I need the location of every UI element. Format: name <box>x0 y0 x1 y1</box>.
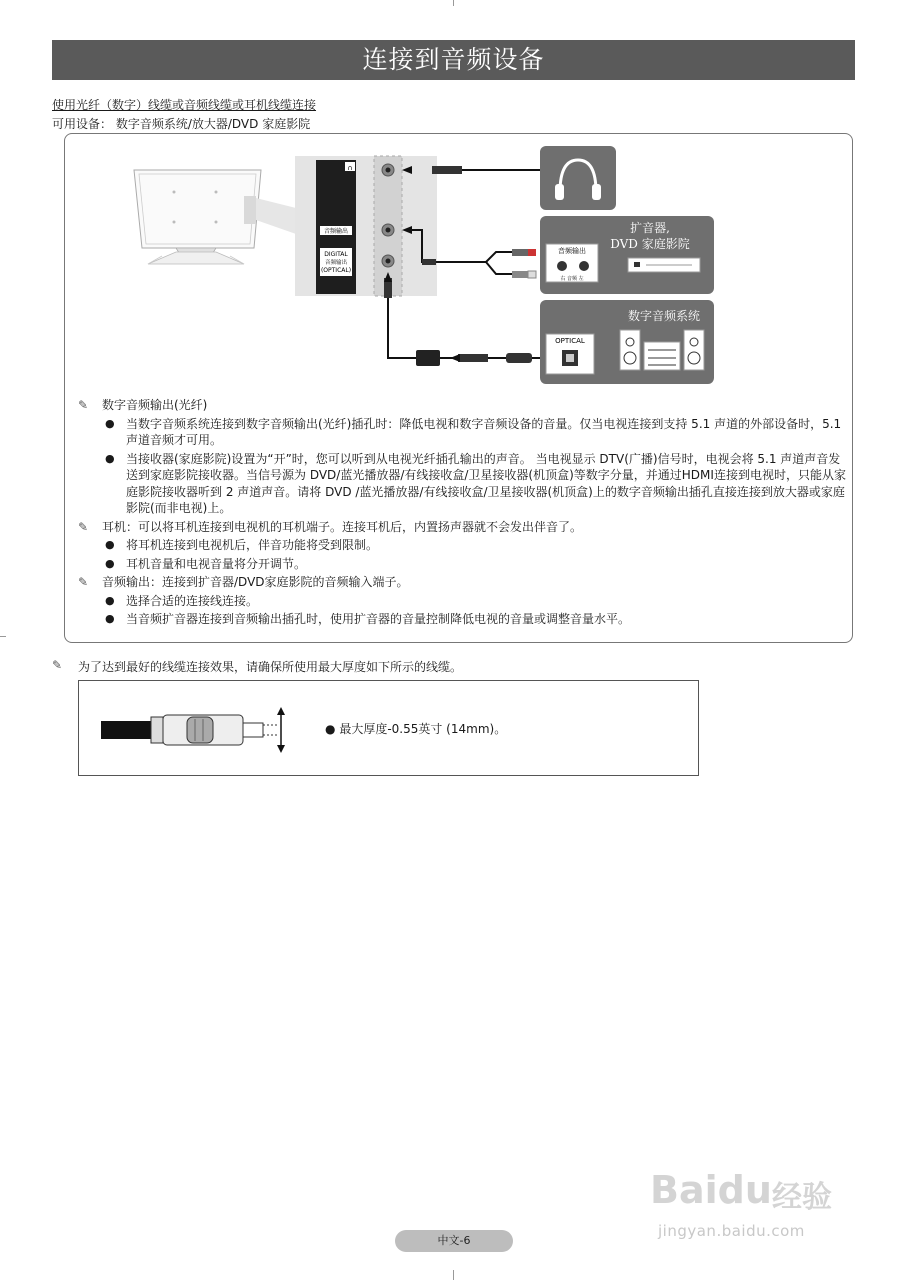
note-bullet-text: 当接收器(家庭影院)设置为“开”时，您可以听到从电视光纤插孔输出的声音。 当电视显示 DTV(广播)信号时，电视会将 5.1 声道声音发送到家庭影院接收器。当信号源为 DVD/蓝光播放器/有线接收盒/卫星接收器(机顶盒)等数字分量，并通过HDMI连接到电视时，只能从家庭影院接收器听到 2 声道声音。请将 DVD /蓝光播放器/有线接收盒/卫星接收器(机顶盒)上的数字音频输出插孔直接连接到放大器或家庭影院(而非电视)上。 <box>126 451 846 515</box>
note-title: 耳机：可以将耳机连接到电视机的耳机端子。连接耳机后，内置扬声器就不会发出伴音了。 <box>102 519 583 534</box>
note-bullet-text: 当音频扩音器连接到音频输出插孔时，使用扩音器的音量控制降低电视的音量或调整音量水平。 <box>126 612 631 626</box>
cable-tip <box>52 658 462 675</box>
section-subtitle: 使用光纤（数字）线缆或音频线缆或耳机线缆连接 <box>52 98 317 112</box>
cable-note-text: 最大厚度-0.55英寸 (14mm)。 <box>339 722 507 736</box>
watermark-url: jingyan.baidu.com <box>658 1222 805 1240</box>
tv-back-illustration <box>134 170 296 264</box>
das-optical-label: OPTICAL <box>555 337 585 345</box>
amp-title-line2: DVD 家庭影院 <box>610 237 690 251</box>
bullet-icon: ● <box>105 593 115 607</box>
list-item <box>78 556 848 573</box>
list-item <box>78 416 848 449</box>
arrow-left-icon-3 <box>450 354 460 362</box>
panel-audio-out-label: 音频输出 <box>323 228 349 235</box>
tip-text: 为了达到最好的线缆连接效果，请确保所使用最大厚度如下所示的线缆。 <box>78 660 463 674</box>
amp-title-line1: 扩音器, <box>630 221 670 235</box>
amp-jack-sub: 右 音频 左 <box>560 276 584 282</box>
note-headphone <box>78 519 848 536</box>
pencil-icon: ✎ <box>78 398 89 412</box>
bullet-icon: ● <box>105 612 115 625</box>
bullet-icon: ● <box>105 556 115 570</box>
bullet-icon: ● <box>105 538 115 551</box>
note-title: 数字音频输出(光纤) <box>102 398 208 412</box>
note-bullet-text: 耳机音量和电视音量将分开调节。 <box>126 556 307 571</box>
note-bullet-text: 选择合适的连接线连接。 <box>126 593 259 608</box>
crop-mark <box>453 1270 454 1280</box>
watermark-logo <box>650 1168 772 1212</box>
pencil-icon: ✎ <box>52 658 63 672</box>
amplifier-device <box>540 216 714 294</box>
headphone-device <box>540 146 616 210</box>
bullet-icon: ● <box>325 722 336 736</box>
note-audio-out <box>78 574 848 591</box>
panel-optical-label: (OPTICAL) <box>320 267 352 274</box>
list-item <box>78 537 848 554</box>
connection-diagram <box>66 140 826 390</box>
headphone-icon: ∩ <box>347 164 353 172</box>
pencil-icon: ✎ <box>78 575 89 589</box>
watermark-jingyan: 经验 <box>772 1180 832 1215</box>
digital-audio-system-device <box>540 300 714 384</box>
list-item <box>78 611 848 628</box>
amp-jack-label: 音频输出 <box>558 247 586 255</box>
list-item <box>78 593 848 610</box>
note-bullet-text: 将耳机连接到电视机后，伴音功能将受到限制。 <box>126 538 379 552</box>
note-bullet-text: 当数字音频系统连接到数字音频输出(光纤)插孔时：降低电视和数字音频设备的音量。仅当电视连接到支持 5.1 声道的外部设备时，5.1 声道音频才可用。 <box>126 416 842 447</box>
das-title: 数字音频系统 <box>627 309 701 323</box>
bullet-icon: ● <box>105 416 115 430</box>
note-optical <box>78 397 848 414</box>
notes-section <box>78 397 848 630</box>
panel-digital-sub-label: 音频输出 <box>324 260 348 266</box>
panel-digital-label: DIGITAL <box>324 251 348 258</box>
crop-mark <box>0 636 6 637</box>
pencil-icon: ✎ <box>78 519 89 534</box>
watermark-brand2: du <box>717 1168 772 1212</box>
cable-plug-icon <box>99 689 299 769</box>
bullet-icon: ● <box>105 451 115 465</box>
tv-audio-panel <box>295 156 437 296</box>
note-title: 音频输出：连接到扩音器/DVD家庭影院的音频输入端子。 <box>102 575 409 589</box>
page-number: 中文-6 <box>395 1230 513 1252</box>
crop-mark <box>453 0 454 6</box>
available-devices: 可用设备： 数字音频系统/放大器/DVD 家庭影院 <box>52 117 311 131</box>
list-item <box>78 451 848 517</box>
cable-note <box>325 720 506 737</box>
watermark-brand: Bai <box>650 1168 718 1212</box>
page-title: 连接到音频设备 <box>52 40 855 80</box>
